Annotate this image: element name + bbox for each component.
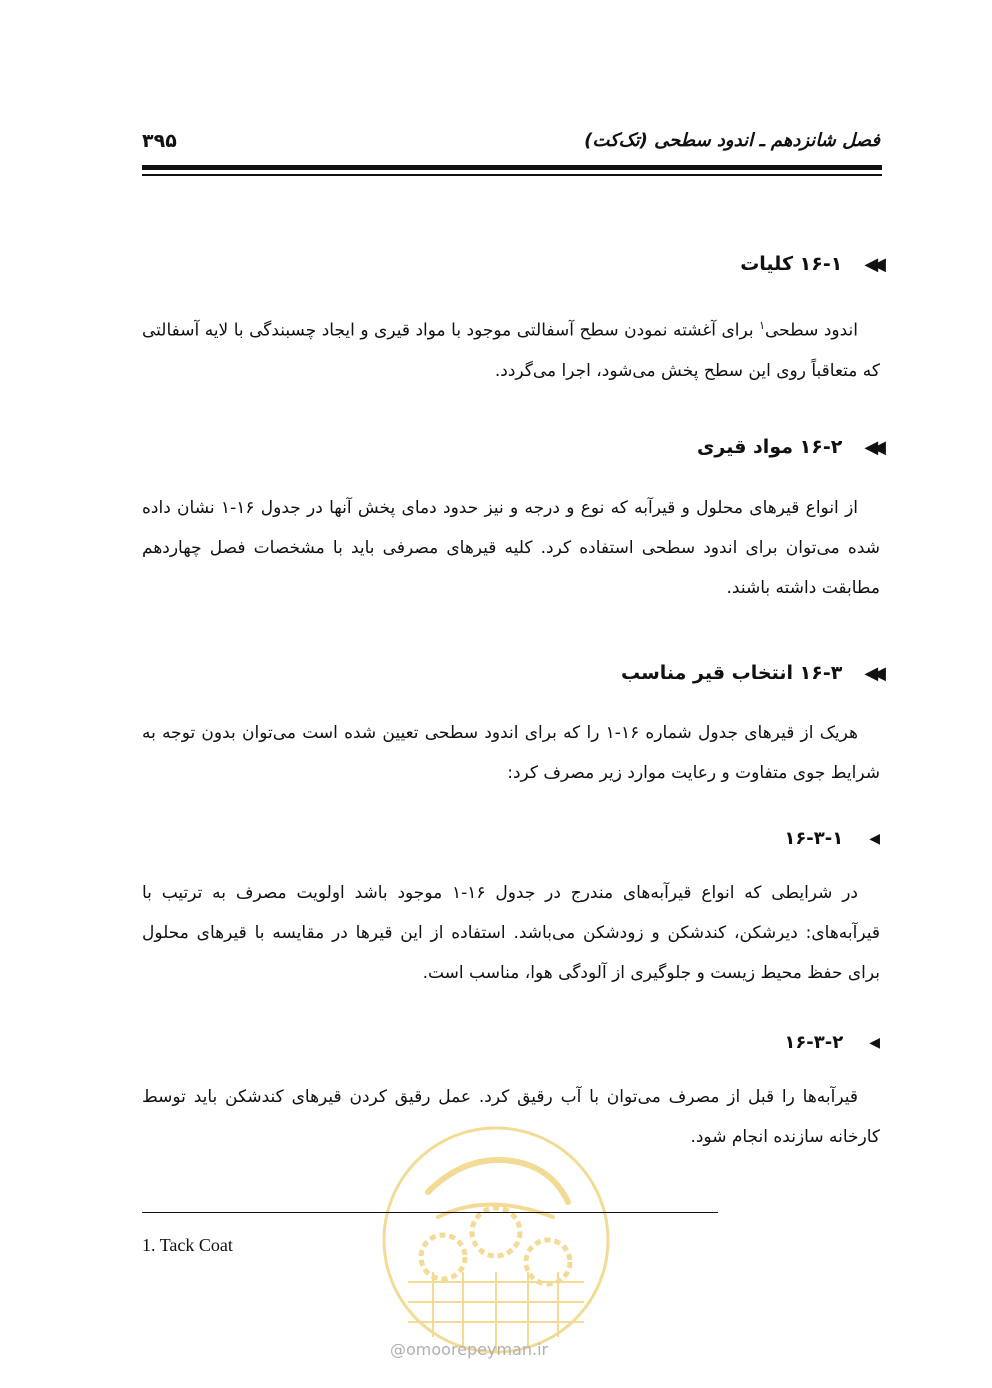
footnote-separator: [142, 1212, 718, 1213]
subsection-heading-1: [784, 828, 880, 849]
arrow-icon: ◀: [869, 830, 880, 847]
section-number: ۱۶-۳: [799, 662, 843, 684]
arrow-icon: ◀: [869, 1034, 880, 1051]
section-number: ۱۶-۲: [799, 436, 843, 458]
watermark-logo: [378, 1122, 614, 1358]
double-arrow-icon: ◀◀: [864, 662, 880, 684]
watermark-url: @omoorepeyman.ir: [390, 1340, 549, 1359]
running-title: فصل شانزدهم ـ اندود سطحی (تک‌کت): [584, 130, 880, 151]
section-title: مواد قیری: [697, 436, 793, 458]
paragraph-4: در شرایطی که انواع قیرآبه‌های مندرج در جدول ۱۶-۱ موجود باشد اولویت مصرف به ترتیب با قیرآبه‌های: دیرشکن، کندشکن و زودشکن می‌باشد. استفاده از این قیرها در مقایسه با قیرهای محلول برای حفظ محیط زیست و جلوگیری از آلودگی هوا، مناسب است.: [142, 883, 880, 983]
section-title: انتخاب قیر مناسب: [620, 662, 793, 684]
section-number: ۱۶-۱: [799, 253, 843, 275]
page-number: ۳۹۵: [142, 130, 177, 152]
footnote: 1. Tack Coat: [142, 1235, 233, 1255]
subsection-heading-2: [784, 1032, 880, 1053]
section-heading-3: [621, 662, 880, 684]
section-heading-2: [697, 436, 880, 458]
double-arrow-icon: ◀◀: [864, 436, 880, 458]
paragraph-5: قیرآبه‌ها را قبل از مصرف می‌توان با آب رقیق کرد. عمل رقیق کردن قیرهای کندشکن باید توسط کارخانه سازنده انجام شود.: [142, 1087, 880, 1147]
paragraph-2: از انواع قیرهای محلول و قیرآبه که نوع و درجه و نیز حدود دمای پخش آنها در جدول ۱۶-۱ نشان داده شده می‌توان برای اندود سطحی استفاده کرد. کلیه قیرهای مصرفی باید با مشخصات فصل چهاردهم مطابقت داشته باشند.: [142, 498, 880, 598]
section-heading-1: [740, 253, 880, 275]
footnote-ref: ۱: [759, 319, 766, 332]
header-rule-thick: [142, 165, 882, 170]
subsection-number: ۱۶-۳-۲: [784, 1032, 844, 1053]
double-arrow-icon: ◀◀: [864, 253, 880, 275]
paragraph-3: هریک از قیرهای جدول شماره ۱۶-۱ را که برای اندود سطحی تعیین شده است می‌توان بدون توجه به شرایط جوی متفاوت و رعایت موارد زیر مصرف کرد:: [142, 723, 880, 783]
at-icon: @: [390, 1340, 406, 1359]
paragraph-text: اندود سطحی: [765, 320, 858, 341]
section-title: کلیات: [740, 253, 793, 275]
header-rule-thin: [142, 174, 882, 176]
paragraph-text: برای آغشته نمودن سطح آسفالتی موجود با مواد قیری و ایجاد چسبندگی با لایه آسفالتی که متعاقباً روی این سطح پخش می‌شود، اجرا می‌گردد.: [142, 320, 880, 381]
paragraph-1: [142, 306, 880, 391]
subsection-number: ۱۶-۳-۱: [784, 828, 844, 849]
